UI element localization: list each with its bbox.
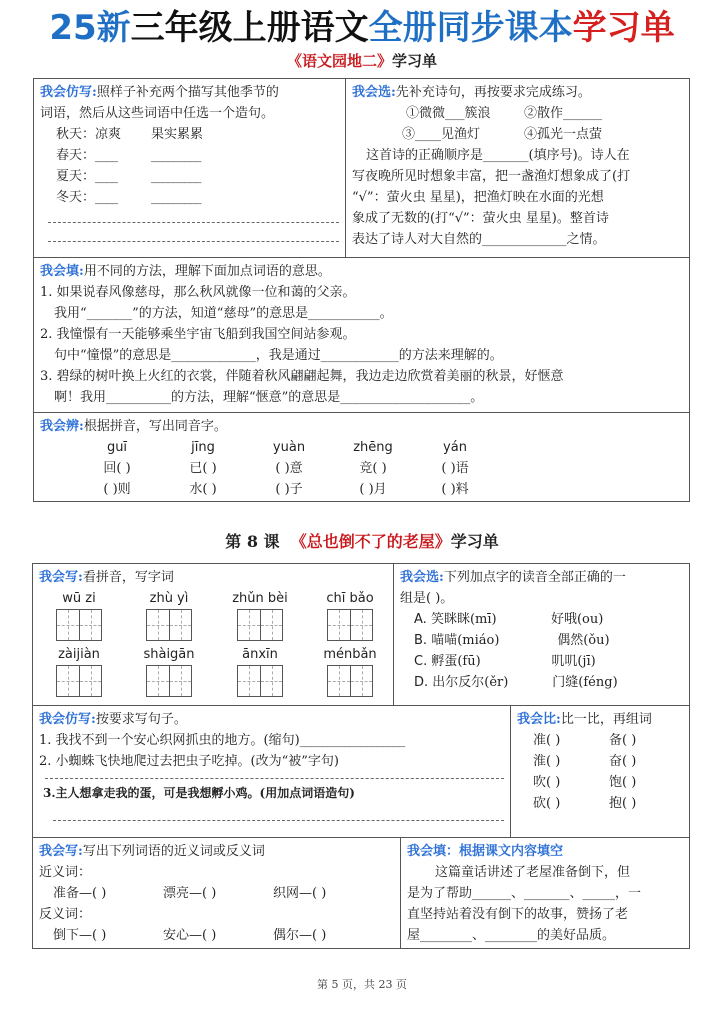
- title-part-2: 三年级上册语文: [130, 8, 369, 48]
- section2-title-suffix: 学习单: [450, 532, 499, 551]
- pinyin-word: [39, 644, 119, 703]
- synonyms-cell: [32, 837, 401, 949]
- pinyin-label: wū zi: [62, 591, 96, 606]
- content-line: 直坚持站着没有倒下的故事，赞扬了老: [407, 907, 629, 922]
- antonym-blank[interactable]: 安心—( ): [163, 928, 217, 943]
- option-letter: B.: [414, 633, 428, 648]
- rewrite-item-1: 1. 我找不到一个安心织网抓虫的地方。(缩句): [39, 733, 300, 748]
- main-title: [0, 6, 724, 50]
- pinyin-word: [129, 644, 209, 703]
- season-blank1[interactable]: ____: [95, 148, 118, 163]
- pinyin-word: [39, 588, 119, 647]
- select-prompt-1: 下列加点字的读音全部正确的一: [443, 570, 626, 585]
- season-blank2[interactable]: _________: [151, 190, 201, 205]
- choose-line: 写夜晚所见时想象丰富，把一盏渔灯想象成了(打: [352, 169, 631, 184]
- tianzige-box[interactable]: [56, 665, 102, 697]
- season-row: [56, 166, 339, 187]
- pinyin-label: zhù yì: [149, 591, 189, 606]
- pinyin-word: [129, 588, 209, 647]
- option-letter: C.: [414, 654, 428, 669]
- option-word-b: 门缝(féng): [552, 675, 618, 690]
- season-label: 冬天：: [56, 190, 96, 205]
- homophone-pinyin: jīng: [191, 440, 215, 455]
- season-row: [56, 187, 339, 208]
- poem-option-2: ②散作______: [524, 106, 603, 121]
- title-part-3: 全册同步课本: [368, 8, 573, 48]
- homophone-blank[interactable]: ( )意: [275, 461, 303, 476]
- distinguish-prompt: 根据拼音，写出同音字。: [83, 419, 227, 434]
- season-word1: 凉爽: [95, 127, 122, 142]
- tianzige-box[interactable]: [327, 609, 373, 641]
- pinyin-label: ménbǎn: [323, 647, 377, 662]
- season-label: 秋天：: [56, 127, 96, 142]
- pinyin-word: [220, 588, 300, 647]
- select-cell: [393, 563, 690, 706]
- select-prompt-2: 组是( )。: [400, 591, 454, 606]
- compare-cell: [510, 705, 690, 838]
- pinyin-label: zàijiàn: [58, 647, 100, 662]
- option-word-a: 笑眯眯(mī): [430, 612, 497, 627]
- synonyms-label: 我会写:: [39, 844, 83, 859]
- section1-subtitle-red: 《语文园地二》: [286, 52, 392, 70]
- imitate-prompt-1: 照样子补充两个描写其他季节的: [96, 85, 279, 100]
- section2-title-prefix: 第 8 课: [225, 532, 280, 551]
- content-line: 屋________、________的美好品质。: [407, 928, 616, 943]
- option-letter: A.: [414, 612, 427, 627]
- compare-blank[interactable]: 饱( ): [609, 775, 637, 790]
- compare-row: [533, 772, 683, 793]
- option-word-b: 偶然(ǒu): [557, 633, 610, 648]
- imitate-prompt-2: 词语，然后从这些词语中任选一个造句。: [40, 106, 275, 121]
- rewrite-answer-line-2[interactable]: [45, 778, 504, 779]
- fill-line: 1. 如果说春风像慈母，那么秋风就像一位和蔼的父亲。: [40, 285, 356, 300]
- homophone-column: [168, 437, 238, 500]
- select-option[interactable]: [400, 651, 683, 672]
- select-option[interactable]: [400, 609, 683, 630]
- tianzige-box[interactable]: [237, 609, 283, 641]
- homophone-blank[interactable]: ( )则: [103, 482, 131, 497]
- season-label: 夏天：: [56, 169, 96, 184]
- rewrite-answer-line-3[interactable]: [53, 820, 504, 821]
- option-word-a: 孵蛋(fū): [431, 654, 481, 669]
- antonym-heading: 反义词：: [39, 907, 92, 922]
- fill-line: 句中“憧憬”的意思是_____________，我是通过____________的方法来理解的。: [54, 348, 503, 363]
- homophone-blank[interactable]: 回( ): [103, 461, 131, 476]
- rewrite-item-3: 3.主人想拿走我的蛋，可是我想孵小鸡。(用加点词语造句): [43, 786, 355, 800]
- compare-blank[interactable]: 准( ): [533, 733, 561, 748]
- pinyin-label: zhǔn bèi: [232, 591, 288, 606]
- select-option[interactable]: [400, 630, 683, 651]
- compare-row: [533, 793, 683, 814]
- homophone-column: [254, 437, 324, 500]
- compare-prompt: 比一比，再组词: [560, 712, 652, 727]
- compare-row: [533, 730, 683, 751]
- rewrite-label: 我会仿写:: [39, 712, 96, 727]
- homophone-blank[interactable]: ( )月: [359, 482, 387, 497]
- homophone-blank[interactable]: 已( ): [189, 461, 217, 476]
- choose-prompt: 先补充诗句，再按要求完成练习。: [395, 85, 591, 100]
- compare-blank[interactable]: 淮( ): [533, 754, 561, 769]
- fill-line: 我用“_______”的方法，知道“慈母”的意思是___________。: [54, 306, 393, 321]
- season-label: 春天：: [56, 148, 96, 163]
- homophone-pinyin: guī: [106, 440, 128, 455]
- fill-cell: [33, 257, 690, 413]
- compare-blank[interactable]: 备( ): [609, 733, 637, 748]
- compare-blank[interactable]: 吹( ): [533, 775, 561, 790]
- fill-line: 3. 碧绿的树叶换上火红的衣裳，伴随着秋风翩翩起舞，我边走边欣赏着美丽的秋景，好惬意: [40, 369, 564, 384]
- sentence-line-2[interactable]: [48, 241, 339, 242]
- section1-subtitle: [0, 50, 724, 72]
- synonym-blank[interactable]: 漂亮—( ): [163, 886, 217, 901]
- title-part-1: 25新: [49, 8, 131, 48]
- pinyin-label: ānxīn: [242, 647, 278, 662]
- season-word2: 果实累累: [151, 127, 204, 142]
- season-row: [56, 124, 339, 145]
- homophone-pinyin: yán: [443, 440, 467, 455]
- select-label: 我会选:: [400, 570, 444, 585]
- pinyin-word: [220, 644, 300, 703]
- compare-blank[interactable]: 奋( ): [609, 754, 637, 769]
- write-cell: [32, 563, 394, 706]
- sentence-line-1[interactable]: [48, 222, 339, 223]
- distinguish-cell: [33, 412, 690, 502]
- season-blank2[interactable]: _________: [151, 169, 201, 184]
- content-fill-cell: [400, 837, 690, 949]
- season-row: [56, 145, 339, 166]
- imitate-label: 我会仿写:: [40, 85, 97, 100]
- compare-row: [533, 751, 683, 772]
- pinyin-label: shàigān: [143, 647, 195, 662]
- fill-prompt: 用不同的方法，理解下面加点词语的意思。: [83, 264, 331, 279]
- tianzige-box[interactable]: [146, 609, 192, 641]
- poem-option-1: ①微微___簇浪: [406, 106, 491, 121]
- pinyin-label: chī bǎo: [326, 591, 374, 606]
- pinyin-word: [310, 644, 390, 703]
- homophone-pinyin: yuàn: [272, 440, 306, 455]
- title-part-4: 学习单: [572, 8, 675, 48]
- compare-blank[interactable]: 抱( ): [609, 796, 637, 811]
- homophone-column: [82, 437, 152, 500]
- pinyin-word: [310, 588, 390, 647]
- section2-title: [0, 530, 724, 554]
- poem-option-3: ③____见渔灯: [402, 127, 481, 142]
- write-label: 我会写:: [39, 570, 83, 585]
- antonym-blank[interactable]: 倒下—( ): [53, 928, 107, 943]
- select-option[interactable]: [400, 672, 683, 693]
- rewrite-item-2: 2. 小蜘蛛飞快地爬过去把虫子吃掉。(改为“被”字句): [39, 754, 339, 769]
- choose-label: 我会选:: [352, 85, 396, 100]
- distinguish-label: 我会辨:: [40, 419, 84, 434]
- rewrite-blank-1[interactable]: ___________________: [299, 733, 405, 748]
- homophone-blank[interactable]: ( )料: [441, 482, 469, 497]
- homophone-blank[interactable]: ( )语: [441, 461, 469, 476]
- choose-line: 这首诗的正确顺序是_______(填序号)。诗人在: [366, 148, 630, 163]
- option-word-a: 出尔反尔(ěr): [432, 675, 509, 690]
- homophone-blank[interactable]: 水( ): [189, 482, 217, 497]
- section1-subtitle-black: 学习单: [392, 52, 438, 70]
- antonym-blank[interactable]: 偶尔—( ): [273, 928, 327, 943]
- option-word-a: 喵喵(miáo): [431, 633, 500, 648]
- homophone-column: [338, 437, 408, 500]
- content-fill-label: 我会填：根据课文内容填空: [407, 844, 564, 859]
- synonym-blank[interactable]: 准备—( ): [53, 886, 107, 901]
- page-number: 第 5 页，共 23 页: [317, 978, 407, 991]
- write-prompt: 看拼音，写字词: [82, 570, 174, 585]
- homophone-blank[interactable]: ( )子: [275, 482, 303, 497]
- rewrite-prompt: 按要求写句子。: [95, 712, 187, 727]
- choose-line: “√”：萤火虫 星星)，把渔灯映在水面的光想: [352, 190, 604, 205]
- choose-cell: [345, 78, 690, 258]
- fill-line: 啊！我用__________的方法，理解“惬意”的意思是____________________。: [54, 390, 484, 405]
- content-line: 这篇童话讲述了老屋准备倒下，但: [435, 865, 631, 880]
- option-letter: D.: [414, 675, 429, 690]
- tianzige-box[interactable]: [56, 609, 102, 641]
- homophone-column: [420, 437, 490, 500]
- homophone-pinyin: zhēng: [353, 440, 393, 455]
- synonyms-prompt: 写出下列词语的近义词或反义词: [82, 844, 265, 859]
- tianzige-box[interactable]: [237, 665, 283, 697]
- season-blank1[interactable]: ____: [95, 169, 118, 184]
- tianzige-box[interactable]: [146, 665, 192, 697]
- homophone-blank[interactable]: 竞( ): [359, 461, 387, 476]
- season-blank1[interactable]: ____: [95, 190, 118, 205]
- compare-blank[interactable]: 砍( ): [533, 796, 561, 811]
- choose-line: 表达了诗人对大自然的_____________之情。: [352, 232, 606, 247]
- choose-line: 象成了无数的(打“√”：萤火虫 星星)。整首诗: [352, 211, 609, 226]
- tianzige-box[interactable]: [327, 665, 373, 697]
- fill-label: 我会填:: [40, 264, 84, 279]
- content-line: 是为了帮助______、_______、_____，一: [407, 886, 642, 901]
- section2-title-red: 《总也倒不了的老屋》: [290, 532, 451, 551]
- rewrite-cell: [32, 705, 511, 838]
- synonym-blank[interactable]: 织网—( ): [273, 886, 327, 901]
- synonym-heading: 近义词：: [39, 865, 92, 880]
- season-blank2[interactable]: _________: [151, 148, 201, 163]
- option-word-b: 好哦(ou): [550, 612, 604, 627]
- option-word-b: 叽叽(jī): [551, 654, 596, 669]
- fill-line: 2. 我憧憬有一天能够乘坐宇宙飞船到我国空间站参观。: [40, 327, 356, 342]
- poem-option-4: ④孤光一点萤: [524, 127, 603, 142]
- compare-label: 我会比:: [517, 712, 561, 727]
- imitate-cell: [33, 78, 346, 258]
